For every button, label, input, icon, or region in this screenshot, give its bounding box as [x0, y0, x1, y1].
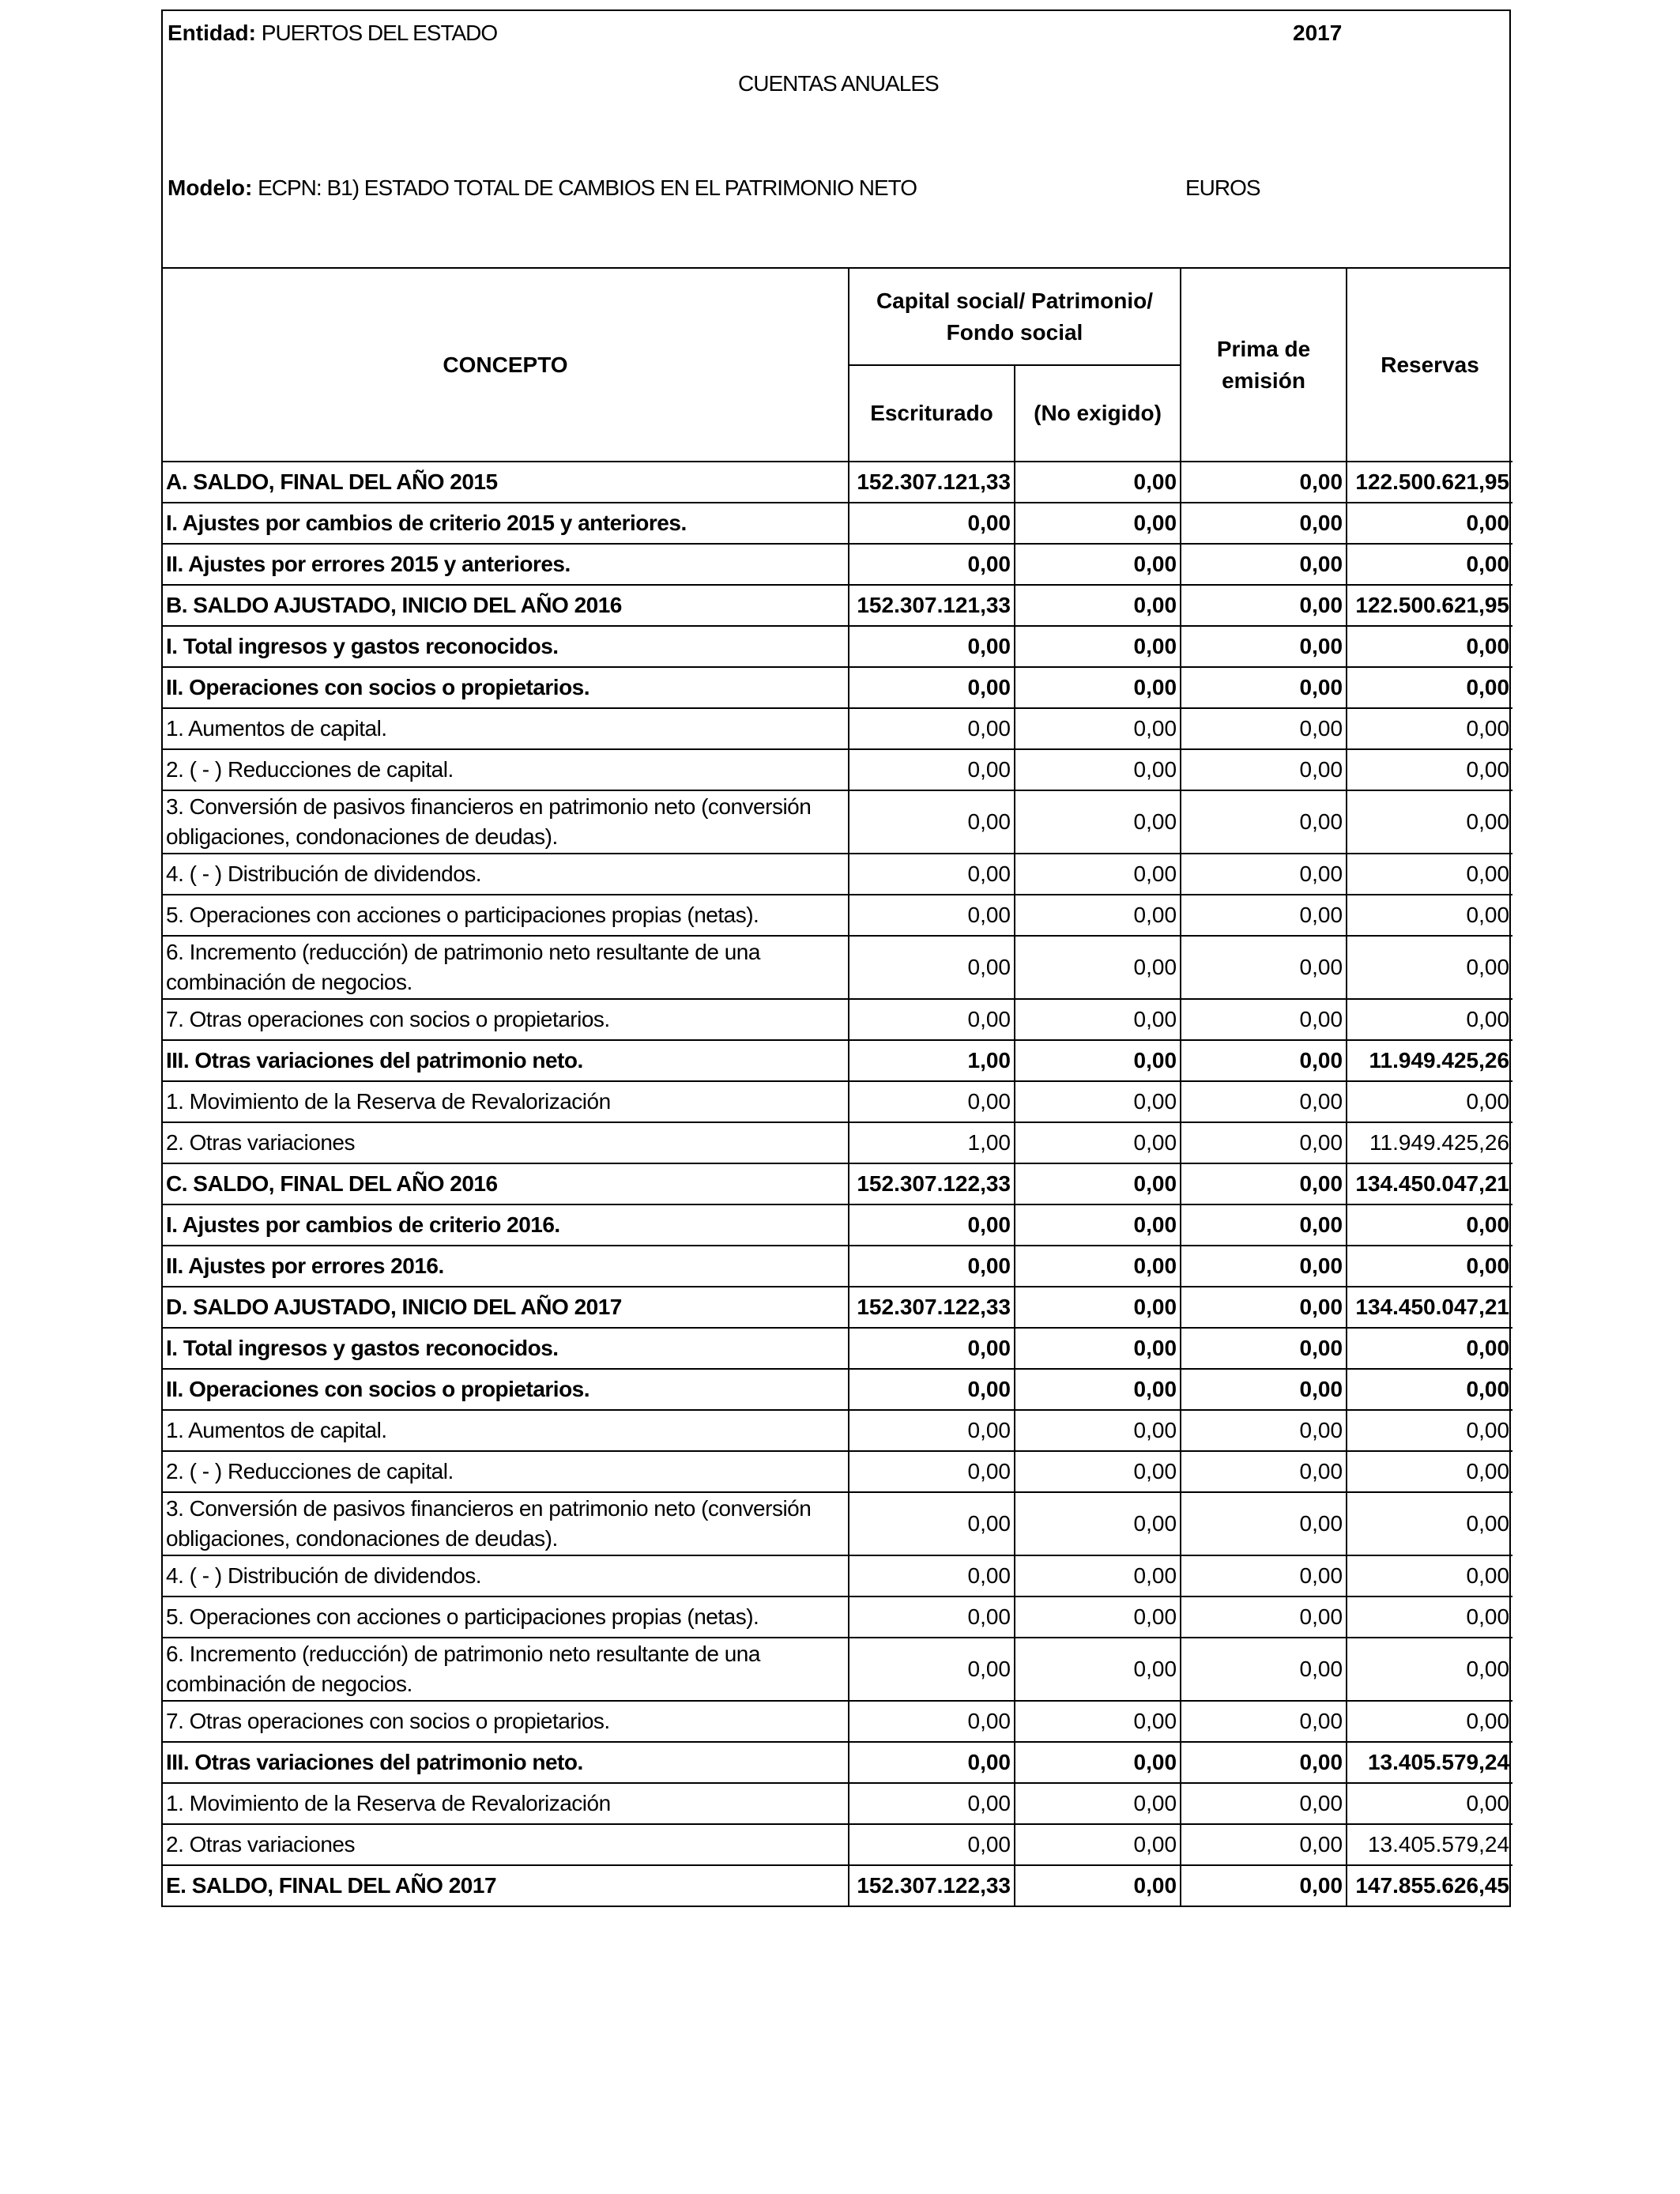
- escriturado-cell: 0,00: [849, 749, 1015, 790]
- column-header-reservas: Reservas: [1347, 269, 1512, 462]
- table-row: [163, 626, 1512, 667]
- table-row: [163, 1783, 1512, 1824]
- no-exigido-cell: 0,00: [1015, 790, 1181, 854]
- escriturado-cell: 152.307.121,33: [849, 585, 1015, 626]
- reservas-cell: 134.450.047,21: [1347, 1287, 1512, 1328]
- no-exigido-cell: 0,00: [1015, 936, 1181, 999]
- escriturado-cell: 152.307.122,33: [849, 1287, 1015, 1328]
- no-exigido-cell: 0,00: [1015, 895, 1181, 936]
- concept-cell: III. Otras variaciones del patrimonio neto.: [163, 1040, 849, 1081]
- escriturado-cell: 0,00: [849, 790, 1015, 854]
- prima-cell: 0,00: [1181, 1742, 1347, 1783]
- table-row: [163, 1122, 1512, 1163]
- reservas-cell: 0,00: [1347, 1369, 1512, 1410]
- escriturado-cell: 152.307.122,33: [849, 1865, 1015, 1906]
- subtitle: CUENTAS ANUALES: [738, 71, 939, 96]
- reservas-cell: 13.405.579,24: [1347, 1742, 1512, 1783]
- no-exigido-cell: 0,00: [1015, 1246, 1181, 1287]
- reservas-cell: 0,00: [1347, 708, 1512, 749]
- reservas-cell: 0,00: [1347, 1492, 1512, 1555]
- prima-cell: 0,00: [1181, 667, 1347, 708]
- escriturado-cell: 0,00: [849, 999, 1015, 1040]
- prima-cell: 0,00: [1181, 895, 1347, 936]
- reservas-cell: 0,00: [1347, 1451, 1512, 1492]
- prima-cell: 0,00: [1181, 1122, 1347, 1163]
- concept-cell: I. Total ingresos y gastos reconocidos.: [163, 626, 849, 667]
- escriturado-cell: 0,00: [849, 1742, 1015, 1783]
- table-row: [163, 1328, 1512, 1369]
- prima-cell: 0,00: [1181, 1163, 1347, 1204]
- reservas-cell: 0,00: [1347, 790, 1512, 854]
- reservas-cell: 13.405.579,24: [1347, 1824, 1512, 1865]
- prima-cell: 0,00: [1181, 854, 1347, 895]
- table-row: [163, 1596, 1512, 1638]
- reservas-cell: 0,00: [1347, 1328, 1512, 1369]
- no-exigido-cell: 0,00: [1015, 1638, 1181, 1701]
- no-exigido-cell: 0,00: [1015, 1492, 1181, 1555]
- reservas-cell: 0,00: [1347, 1555, 1512, 1596]
- escriturado-cell: 0,00: [849, 1369, 1015, 1410]
- prima-cell: 0,00: [1181, 1287, 1347, 1328]
- prima-cell: 0,00: [1181, 1410, 1347, 1451]
- equity-changes-table: [163, 269, 1512, 1906]
- model-label: Modelo:: [168, 175, 253, 200]
- table-row: [163, 1555, 1512, 1596]
- no-exigido-cell: 0,00: [1015, 999, 1181, 1040]
- no-exigido-cell: 0,00: [1015, 503, 1181, 544]
- escriturado-cell: 0,00: [849, 936, 1015, 999]
- escriturado-cell: 1,00: [849, 1122, 1015, 1163]
- no-exigido-cell: 0,00: [1015, 544, 1181, 585]
- prima-cell: 0,00: [1181, 626, 1347, 667]
- table-row: [163, 1742, 1512, 1783]
- no-exigido-cell: 0,00: [1015, 749, 1181, 790]
- table-row: [163, 544, 1512, 585]
- prima-cell: 0,00: [1181, 1783, 1347, 1824]
- no-exigido-cell: 0,00: [1015, 708, 1181, 749]
- prima-cell: 0,00: [1181, 1204, 1347, 1246]
- prima-cell: 0,00: [1181, 1081, 1347, 1122]
- escriturado-cell: 152.307.122,33: [849, 1163, 1015, 1204]
- prima-cell: 0,00: [1181, 1451, 1347, 1492]
- concept-cell: B. SALDO AJUSTADO, INICIO DEL AÑO 2016: [163, 585, 849, 626]
- currency-label: EUROS: [1185, 175, 1260, 200]
- reservas-cell: 11.949.425,26: [1347, 1122, 1512, 1163]
- escriturado-cell: 0,00: [849, 1204, 1015, 1246]
- table-row: [163, 585, 1512, 626]
- prima-cell: 0,00: [1181, 1492, 1347, 1555]
- concept-cell: I. Total ingresos y gastos reconocidos.: [163, 1328, 849, 1369]
- escriturado-cell: 0,00: [849, 854, 1015, 895]
- prima-cell: 0,00: [1181, 1555, 1347, 1596]
- column-header-no-exigido: (No exigido): [1015, 365, 1181, 462]
- statement-header: [163, 11, 1509, 269]
- escriturado-cell: 0,00: [849, 1596, 1015, 1638]
- column-header-capital-group: Capital social/ Patrimonio/ Fondo social: [849, 269, 1181, 365]
- escriturado-cell: 0,00: [849, 544, 1015, 585]
- entity-line: [168, 21, 497, 46]
- prima-cell: 0,00: [1181, 936, 1347, 999]
- reservas-cell: 0,00: [1347, 667, 1512, 708]
- concept-cell: 1. Aumentos de capital.: [163, 1410, 849, 1451]
- concept-cell: 5. Operaciones con acciones o participaciones propias (netas).: [163, 1596, 849, 1638]
- table-row: [163, 1204, 1512, 1246]
- table-row: [163, 1081, 1512, 1122]
- concept-cell: 3. Conversión de pasivos financieros en patrimonio neto (conversión obligaciones, condonaciones de deudas).: [163, 790, 849, 854]
- table-row: [163, 1040, 1512, 1081]
- concept-cell: 2. ( - ) Reducciones de capital.: [163, 1451, 849, 1492]
- concept-cell: III. Otras variaciones del patrimonio neto.: [163, 1742, 849, 1783]
- concept-cell: 2. Otras variaciones: [163, 1824, 849, 1865]
- table-row: [163, 1701, 1512, 1742]
- concept-cell: A. SALDO, FINAL DEL AÑO 2015: [163, 462, 849, 503]
- concept-cell: II. Operaciones con socios o propietarios.: [163, 1369, 849, 1410]
- escriturado-cell: 0,00: [849, 1328, 1015, 1369]
- reservas-cell: 0,00: [1347, 1246, 1512, 1287]
- concept-cell: 7. Otras operaciones con socios o propietarios.: [163, 1701, 849, 1742]
- escriturado-cell: 0,00: [849, 708, 1015, 749]
- column-header-escriturado: Escriturado: [849, 365, 1015, 462]
- concept-cell: I. Ajustes por cambios de criterio 2016.: [163, 1204, 849, 1246]
- prima-cell: 0,00: [1181, 999, 1347, 1040]
- no-exigido-cell: 0,00: [1015, 462, 1181, 503]
- no-exigido-cell: 0,00: [1015, 1701, 1181, 1742]
- escriturado-cell: 0,00: [849, 1783, 1015, 1824]
- table-row: [163, 1410, 1512, 1451]
- table-row: [163, 1246, 1512, 1287]
- no-exigido-cell: 0,00: [1015, 1742, 1181, 1783]
- escriturado-cell: 0,00: [849, 1410, 1015, 1451]
- reservas-cell: 0,00: [1347, 544, 1512, 585]
- prima-cell: 0,00: [1181, 1246, 1347, 1287]
- no-exigido-cell: 0,00: [1015, 1451, 1181, 1492]
- escriturado-cell: 0,00: [849, 1638, 1015, 1701]
- escriturado-cell: 0,00: [849, 1492, 1015, 1555]
- prima-cell: 0,00: [1181, 1865, 1347, 1906]
- concept-cell: E. SALDO, FINAL DEL AÑO 2017: [163, 1865, 849, 1906]
- concept-cell: 2. ( - ) Reducciones de capital.: [163, 749, 849, 790]
- reservas-cell: 0,00: [1347, 895, 1512, 936]
- reservas-cell: 0,00: [1347, 1783, 1512, 1824]
- column-header-concept: CONCEPTO: [163, 269, 849, 462]
- concept-cell: 1. Movimiento de la Reserva de Revalorización: [163, 1783, 849, 1824]
- reservas-cell: 0,00: [1347, 1081, 1512, 1122]
- prima-cell: 0,00: [1181, 1328, 1347, 1369]
- reservas-cell: 147.855.626,45: [1347, 1865, 1512, 1906]
- escriturado-cell: 152.307.121,33: [849, 462, 1015, 503]
- prima-cell: 0,00: [1181, 462, 1347, 503]
- model-line: [168, 175, 917, 201]
- no-exigido-cell: 0,00: [1015, 1328, 1181, 1369]
- concept-cell: 5. Operaciones con acciones o participaciones propias (netas).: [163, 895, 849, 936]
- model-value: ECPN: B1) ESTADO TOTAL DE CAMBIOS EN EL PATRIMONIO NETO: [258, 175, 917, 200]
- no-exigido-cell: 0,00: [1015, 1596, 1181, 1638]
- prima-cell: 0,00: [1181, 1040, 1347, 1081]
- prima-cell: 0,00: [1181, 790, 1347, 854]
- reservas-cell: 0,00: [1347, 1204, 1512, 1246]
- concept-cell: II. Ajustes por errores 2015 y anteriores.: [163, 544, 849, 585]
- no-exigido-cell: 0,00: [1015, 1163, 1181, 1204]
- prima-cell: 0,00: [1181, 708, 1347, 749]
- concept-cell: I. Ajustes por cambios de criterio 2015 y anteriores.: [163, 503, 849, 544]
- escriturado-cell: 1,00: [849, 1040, 1015, 1081]
- table-row: [163, 895, 1512, 936]
- reservas-cell: 0,00: [1347, 1410, 1512, 1451]
- prima-cell: 0,00: [1181, 585, 1347, 626]
- concept-cell: II. Operaciones con socios o propietarios.: [163, 667, 849, 708]
- concept-cell: II. Ajustes por errores 2016.: [163, 1246, 849, 1287]
- no-exigido-cell: 0,00: [1015, 1122, 1181, 1163]
- no-exigido-cell: 0,00: [1015, 1369, 1181, 1410]
- reservas-cell: 0,00: [1347, 936, 1512, 999]
- table-row: [163, 749, 1512, 790]
- entity-value: PUERTOS DEL ESTADO: [261, 21, 498, 45]
- concept-cell: 4. ( - ) Distribución de dividendos.: [163, 854, 849, 895]
- escriturado-cell: 0,00: [849, 503, 1015, 544]
- no-exigido-cell: 0,00: [1015, 1081, 1181, 1122]
- escriturado-cell: 0,00: [849, 1246, 1015, 1287]
- escriturado-cell: 0,00: [849, 1451, 1015, 1492]
- table-row: [163, 1287, 1512, 1328]
- no-exigido-cell: 0,00: [1015, 1824, 1181, 1865]
- prima-cell: 0,00: [1181, 544, 1347, 585]
- table-row: [163, 854, 1512, 895]
- table-body: [163, 462, 1512, 1906]
- table-row: [163, 936, 1512, 999]
- reservas-cell: 0,00: [1347, 1596, 1512, 1638]
- table-row: [163, 503, 1512, 544]
- prima-cell: 0,00: [1181, 749, 1347, 790]
- prima-cell: 0,00: [1181, 1369, 1347, 1410]
- reservas-cell: 11.949.425,26: [1347, 1040, 1512, 1081]
- reservas-cell: 0,00: [1347, 626, 1512, 667]
- reservas-cell: 134.450.047,21: [1347, 1163, 1512, 1204]
- table-row: [163, 1865, 1512, 1906]
- escriturado-cell: 0,00: [849, 895, 1015, 936]
- table-row: [163, 1163, 1512, 1204]
- concept-cell: 4. ( - ) Distribución de dividendos.: [163, 1555, 849, 1596]
- concept-cell: 6. Incremento (reducción) de patrimonio neto resultante de una combinación de negocios.: [163, 1638, 849, 1701]
- table-row: [163, 790, 1512, 854]
- reservas-cell: 0,00: [1347, 749, 1512, 790]
- table-row: [163, 1824, 1512, 1865]
- concept-cell: 6. Incremento (reducción) de patrimonio neto resultante de una combinación de negocios.: [163, 936, 849, 999]
- reservas-cell: 0,00: [1347, 1701, 1512, 1742]
- concept-cell: 2. Otras variaciones: [163, 1122, 849, 1163]
- no-exigido-cell: 0,00: [1015, 1865, 1181, 1906]
- concept-cell: 3. Conversión de pasivos financieros en patrimonio neto (conversión obligaciones, condonaciones de deudas).: [163, 1492, 849, 1555]
- table-row: [163, 1492, 1512, 1555]
- no-exigido-cell: 0,00: [1015, 585, 1181, 626]
- table-row: [163, 999, 1512, 1040]
- no-exigido-cell: 0,00: [1015, 1783, 1181, 1824]
- no-exigido-cell: 0,00: [1015, 626, 1181, 667]
- no-exigido-cell: 0,00: [1015, 1204, 1181, 1246]
- table-row: [163, 708, 1512, 749]
- prima-cell: 0,00: [1181, 1701, 1347, 1742]
- escriturado-cell: 0,00: [849, 626, 1015, 667]
- reservas-cell: 122.500.621,95: [1347, 585, 1512, 626]
- table-row: [163, 1638, 1512, 1701]
- financial-statement-sheet: [161, 9, 1511, 1907]
- concept-cell: 1. Movimiento de la Reserva de Revalorización: [163, 1081, 849, 1122]
- reservas-cell: 0,00: [1347, 503, 1512, 544]
- no-exigido-cell: 0,00: [1015, 1555, 1181, 1596]
- reservas-cell: 0,00: [1347, 1638, 1512, 1701]
- concept-cell: 7. Otras operaciones con socios o propietarios.: [163, 999, 849, 1040]
- escriturado-cell: 0,00: [849, 667, 1015, 708]
- escriturado-cell: 0,00: [849, 1824, 1015, 1865]
- prima-cell: 0,00: [1181, 1824, 1347, 1865]
- escriturado-cell: 0,00: [849, 1701, 1015, 1742]
- table-row: [163, 1451, 1512, 1492]
- column-header-prima: Prima de emisión: [1181, 269, 1347, 462]
- concept-cell: D. SALDO AJUSTADO, INICIO DEL AÑO 2017: [163, 1287, 849, 1328]
- prima-cell: 0,00: [1181, 1596, 1347, 1638]
- table-row: [163, 1369, 1512, 1410]
- no-exigido-cell: 0,00: [1015, 1287, 1181, 1328]
- no-exigido-cell: 0,00: [1015, 667, 1181, 708]
- prima-cell: 0,00: [1181, 503, 1347, 544]
- year-label: 2017: [1293, 21, 1343, 45]
- reservas-cell: 122.500.621,95: [1347, 462, 1512, 503]
- reservas-cell: 0,00: [1347, 854, 1512, 895]
- concept-cell: 1. Aumentos de capital.: [163, 708, 849, 749]
- table-row: [163, 462, 1512, 503]
- entity-label: Entidad:: [168, 21, 256, 45]
- table-row: [163, 667, 1512, 708]
- no-exigido-cell: 0,00: [1015, 1040, 1181, 1081]
- no-exigido-cell: 0,00: [1015, 1410, 1181, 1451]
- concept-cell: C. SALDO, FINAL DEL AÑO 2016: [163, 1163, 849, 1204]
- escriturado-cell: 0,00: [849, 1555, 1015, 1596]
- reservas-cell: 0,00: [1347, 999, 1512, 1040]
- escriturado-cell: 0,00: [849, 1081, 1015, 1122]
- no-exigido-cell: 0,00: [1015, 854, 1181, 895]
- prima-cell: 0,00: [1181, 1638, 1347, 1701]
